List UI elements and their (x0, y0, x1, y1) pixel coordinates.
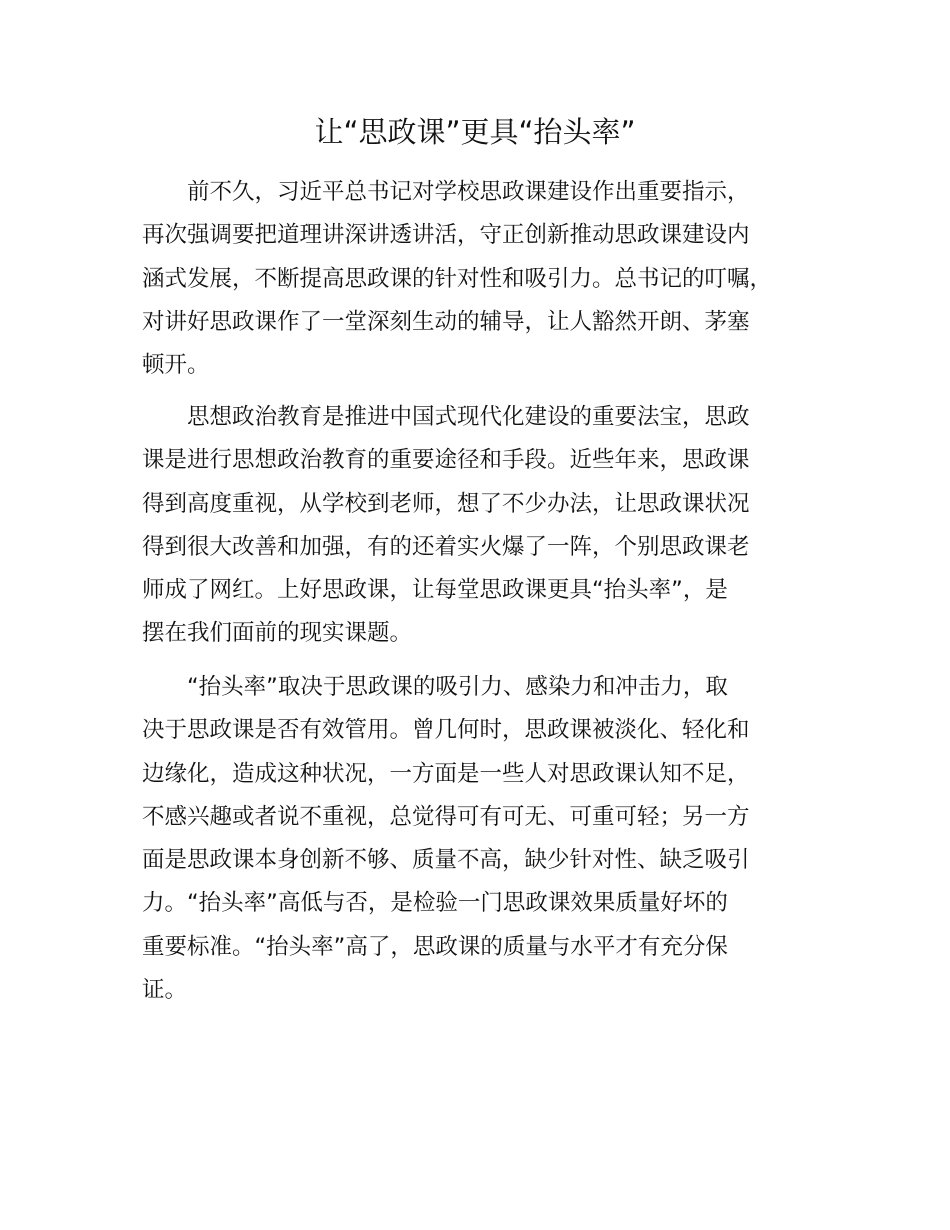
text-line: 证。 (142, 977, 188, 1004)
text-line: “抬头率”取决于思政课的吸引力、感染力和冲击力，取 (187, 674, 728, 700)
text-line: 不感兴趣或者说不重视，总觉得可有可无、可重可轻；另一方 (142, 803, 750, 830)
text-line: 师成了网红。上好思政课，让每堂思政课更具“抬头率”，是 (142, 577, 728, 604)
text-line: 课是进行思想政治教育的重要途径和手段。近些年来，思政课 (142, 447, 750, 474)
text-line: 顿开。 (142, 352, 210, 379)
paragraph-1 (142, 171, 842, 387)
text-line: 面是思政课本身创新不够、质量不高，缺少针对性、缺乏吸引 (142, 847, 750, 874)
text-line: 决于思政课是否有效管用。曾几何时，思政课被淡化、轻化和 (142, 717, 750, 744)
text-line: 得到很大改善和加强，有的还着实火爆了一阵，个别思政课老 (142, 533, 750, 560)
paragraph-3 (142, 666, 842, 1012)
text-line: 涵式发展，不断提高思政课的针对性和吸引力。总书记的叮嘱， (142, 265, 773, 292)
paragraph-2 (142, 396, 842, 656)
text-line: 再次强调要把道理讲深讲透讲活，守正创新推动思政课建设内 (142, 222, 750, 249)
document-title: 让“思政课”更具“抬头率” (314, 115, 636, 149)
text-line: 前不久，习近平总书记对学校思政课建设作出重要指示， (187, 179, 750, 205)
text-line: 得到高度重视，从学校到老师，想了不少办法，让思政课状况 (142, 490, 750, 517)
text-line: 力。“抬头率”高低与否，是检验一门思政课效果质量好坏的 (142, 890, 728, 917)
text-line: 重要标准。“抬头率”高了，思政课的质量与水平才有充分保 (142, 933, 728, 960)
text-line: 边缘化，造成这种状况，一方面是一些人对思政课认知不足， (142, 760, 750, 787)
text-line: 思想政治教育是推进中国式现代化建设的重要法宝，思政 (187, 404, 750, 430)
text-line: 对讲好思政课作了一堂深刻生动的辅导，让人豁然开朗、茅塞 (142, 308, 750, 335)
text-line: 摆在我们面前的现实课题。 (142, 620, 413, 647)
